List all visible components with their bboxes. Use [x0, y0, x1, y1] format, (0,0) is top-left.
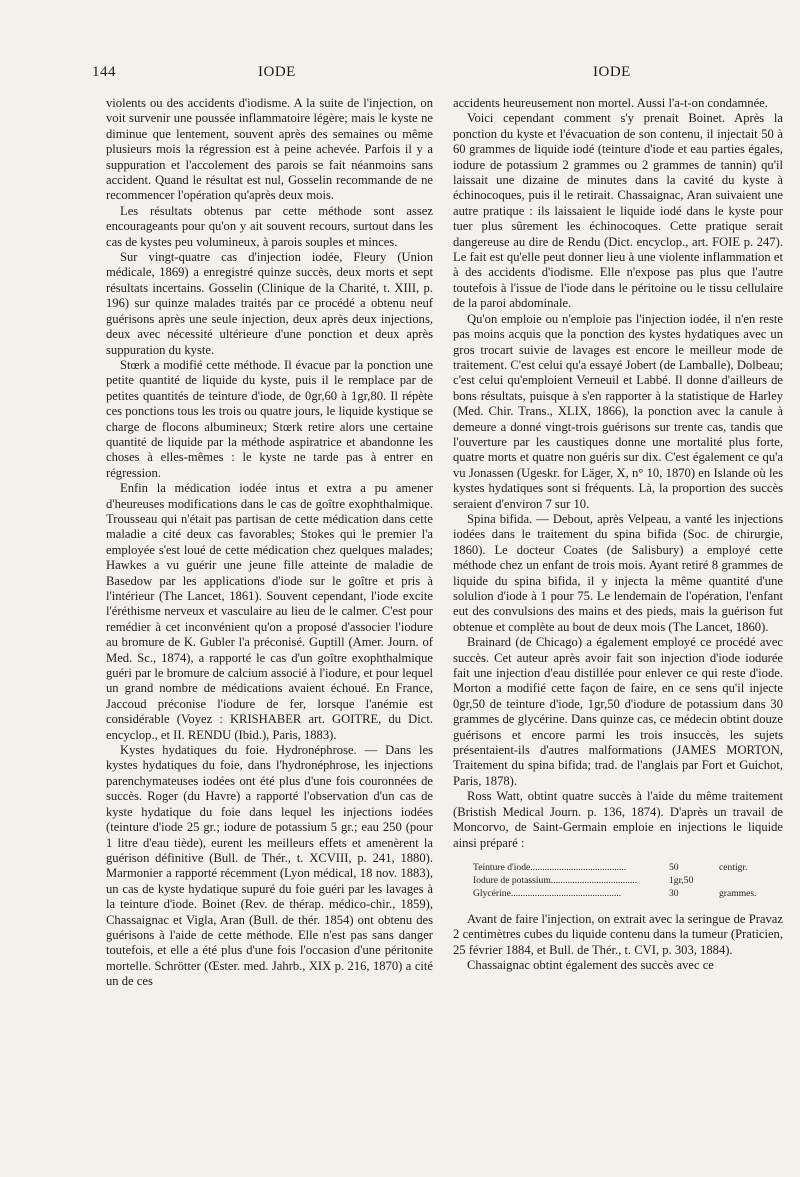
- recipe-quantity: 30: [669, 887, 679, 899]
- recipe-table: [473, 861, 783, 900]
- recipe-quantity: 50: [669, 861, 679, 873]
- paragraph: Avant de faire l'injection, on extrait avec la seringue de Pravaz 2 centimètres cubes du liquide contenu dans la tumeur (Praticien, 25 février 1884, et Bull. de Thér., t. CVI, p. 303, 1884).: [453, 911, 783, 957]
- paragraph: Sur vingt-quatre cas d'injection iodée, Fleury (Union médicale, 1869) a enregistré quinze succès, deux morts et sept résultats incertains. Gosselin (Clinique de la Charité, t. XIII, p. 196) sur quinze malades traités par ce procédé a obtenu neuf guérisons après une seule injection, deux après deux injections, deux avec nécessité ultérieure d'une ponction et deux après suppuration du kyste.: [106, 250, 433, 357]
- paragraph: Voici cependant comment s'y prenait Boinet. Après la ponction du kyste et l'évacuation de son contenu, il injectait 50 à 60 grammes de liquide iodé (teinture d'iode et eau parties égales, iodure de potassium 2 grammes ou 2 grammes de tannin) qu'il laissait une dizaine de minutes dans la cavité du kyste à échinocoques, puis il le retirait. Chassaignac, Aran suivaient une autre pratique : ils laissaient le liquide iodé dans le kyste pour tuer plus sûrement les échinocoques. Cette pratique serait dangereuse au dire de Rendu (Dict. encyclop., art. FOIE p. 247). Le fait est qu'elle peut donner lieu à une violente inflammation et à des accidents d'iodisme. Elle n'expose pas plus que l'autre toutefois à l'issue de l'iode dans le péritoine ou le tissu cellulaire de la paroi abdominale.: [453, 111, 783, 311]
- right-column: [453, 96, 783, 974]
- paragraph: Chassaignac obtint également des succès avec ce: [467, 958, 714, 973]
- running-title-right: IODE: [593, 64, 631, 80]
- paragraph: accidents heureusement non mortel. Aussi l'a-t-on condamnée.: [453, 96, 768, 110]
- recipe-row: [473, 861, 783, 874]
- page-number: 144: [92, 64, 116, 80]
- recipe-ingredient: Glycérine..............................................: [473, 887, 622, 899]
- recipe-unit: [719, 874, 783, 887]
- paragraph: Stœrk a modifié cette méthode. Il évacue par la ponction une petite quantité de liquide du kyste, puis il le remplace par de petites quantités de teinture d'iode, de 0gr,60 à 1gr,80. Il répète ces ponctions tous les trois ou quatre jours, le liquide kystique se charge de flocons albumineux; Stœrk retire alors une certaine quantité de liquide par la méthode aspiratrice et abandonne les choses à elles-mêmes : le kyste ne tarde pas à entrer en régression.: [106, 357, 433, 480]
- left-column: [106, 96, 433, 990]
- paragraph: Brainard (de Chicago) a également employé ce procédé avec succès. Cet auteur après avoir fait son injection d'iode iodurée fait une injection d'eau distillée pour enlever ce qui reste d'iode. Morton a modifié cette façon de faire, en ce sens qu'il injecte 0gr,50 de teinture d'iode, 1gr,50 d'iodure de potassium dans 30 grammes de glycérine. Dans quinze cas, ce médecin obtint douze guérisons et encore parmi les trois insuccès, les sujets présentaient-ils d'autres malformations (JAMES MORTON, Traitement du spina bifida; trad. de l'anglais par Fort et Guichot, Paris, 1878).: [453, 635, 783, 788]
- running-title-left: IODE: [258, 64, 296, 80]
- recipe-row: [473, 874, 783, 887]
- recipe-unit: grammes.: [719, 887, 757, 899]
- recipe-unit: centigr.: [719, 861, 748, 873]
- recipe-ingredient: Teinture d'iode........................................: [473, 861, 627, 873]
- paragraph: Ross Watt, obtint quatre succès à l'aide du même traitement (Bristish Medical Journ. p. 136, 1874). D'après un travail de Moncorvo, de Saint-Germain emploie en injections le liquide ainsi préparé :: [453, 789, 783, 850]
- paragraph: violents ou des accidents d'iodisme. A la suite de l'injection, on voit survenir une poussée inflammatoire légère; mais le kyste ne diminue que lentement, souvent après des semaines ou même plusieurs mois la régression est à peine achevée. Parfois il y a suppuration et l'accolement des parois se fait néanmoins sans accident. Quand le résultat est nul, Gosselin recommande de ne recommencer l'opération qu'après deux mois.: [106, 96, 433, 203]
- running-header: [0, 64, 800, 88]
- paragraph: Spina bifida. — Debout, après Velpeau, a vanté les injections iodées dans le traitement du spina bifida (Soc. de chirurgie, 1860). Le docteur Coates (de Salisbury) a employé cette méthode chez un enfant de trois mois. Ayant retiré 8 grammes de liquide du spina bifida, il y injecta la même quantité d'une solulion d'iode à 1 pour 75. Le lendemain de l'opération, l'enfant eut des convulsions des mains et des pieds, mais la guérison fut obtenue et complète au bout de deux mois (The Lancet, 1860).: [453, 511, 783, 634]
- paragraph: Qu'on emploie ou n'emploie pas l'injection iodée, il n'en reste pas moins acquis que la ponction des kystes hydatiques avec un gros trocart suivie de lavages est encore le meilleur mode de traitement. C'est celui qu'a essayé Jobert (de Lamballe), Dolbeau; c'est celui qu'emploient Verneuil et Labbé. Il donne d'ailleurs de bons résultats, puisque à s'en rapporter à la statistique de Harley (Med. Chir. Trans., XLIX, 1866), la ponction avec la canule à demeure a donné vingt-trois guérisons sur trente cas, tandis que l'ouverture par les caustiques donne une mortalité plus forte, quatre morts et quatre non guéris sur dix. C'est également ce qu'a vu Jonassen (Ugeskr. for Läger, X, n° 10, 1870) en Islande où les kystes hydatiques sont si fréquents. Là, la proportion des succès seraient d'environ 7 sur 10.: [453, 311, 783, 511]
- recipe-row: [473, 887, 783, 900]
- paragraph: Les résultats obtenus par cette méthode sont assez encourageants pour qu'on y ait souvent recours, surtout dans les cas de kystes peu volumineux, à parois souples et minces.: [106, 203, 433, 249]
- paragraph: Enfin la médication iodée intus et extra a pu amener d'heureuses modifications dans le cas de goître exophthalmique. Trousseau qui n'était pas partisan de cette médication dans cette maladie a cité deux cas favorables; Stokes qui le premier l'a employée s'est loué de cette médication chez quelques malades; Hawkes a vu guérir une jeune fille atteinte de maladie de Basedow par les applications d'iode sur le goître et pris à l'intérieur (The Lancet, 1861). Souvent cependant, l'iode excite l'éréthisme nerveux et vasculaire au lieu de le calmer. C'est pour remédier à cet inconvénient qu'on a proposé d'associer l'iodure au bromure de K. Gubler l'a préconisé. Guptill (Amer. Journ. of Med. Sc., 1874), a rapporté le cas d'un goître exophthalmique guéri par le bromure de calcium associé à l'iodure, et pour lequel un grand nombre de médications avaient échoué. En France, Jaccoud préconise l'iodure de fer, lorsque l'anémie est considérable (Voyez : KRISHABER art. GOITRE, du Dict. encyclop., et II. RENDU (Ibid.), Paris, 1883).: [106, 481, 433, 742]
- recipe-quantity: 1gr,50: [669, 874, 694, 886]
- recipe-ingredient: Iodure de potassium....................................: [473, 874, 638, 886]
- paragraph: Kystes hydatiques du foie. Hydronéphrose. — Dans les kystes hydatiques du foie, dans l'hydronéphrose, les injections parenchymateuses iodées ont été plus d'une fois couronnées de succès. Roger (du Havre) a rapporté l'observation d'un cas de kyste hydatique du foie dans lequel les injections iodées (teinture d'iode 25 gr.; iodure de potassium 5 gr.; eau 250 (pour 1 litre d'eau tiède), eurent les meilleurs effets et amenèrent la guérison définitive (Bull. de Thér., t. XCVIII, p. 241, 1880). Marmonier a rapporté récemment (Lyon médical, 18 nov. 1883), un cas de kyste hydatique supuré du foie guéri par les lavages à la teinture d'iode. Boinet (Rev. de thérap. médico-chir., 1859), Chassaignac et Vigla, Aran (Bull. de thér. 1854) ont obtenu des guérisons à l'aide de cette méthode. Elle n'est pas sans danger toutefois, et elle a été plus d'une fois l'occasion d'une péritonite mortelle. Schrötter (Œster. med. Jahrb., XIX p. 216, 1870) a cité un de ces: [106, 743, 433, 989]
